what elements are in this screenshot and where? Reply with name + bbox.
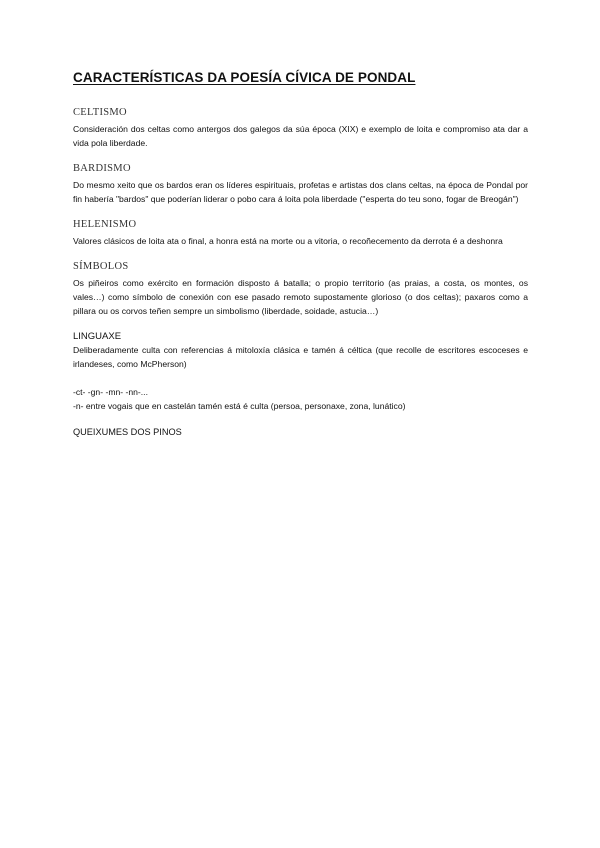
spacer (73, 371, 528, 385)
section-celtismo (73, 107, 528, 150)
section-heading: SÍMBOLOS (73, 261, 129, 272)
section-text: Do mesmo xeito que os bardos eran os líderes espirituais, profetas e artistas dos clans celtas, na época de Pondal por fin habería "bardos" que poderían liderar o pobo cara á loita pola liberdade ("esperta do teu sono, fogar de Breogán") (73, 180, 528, 204)
section-helenismo (73, 219, 528, 248)
section-heading: HELENISMO (73, 219, 137, 230)
linguaxe-line-1: -ct- -gn- -mn- -nn-... (73, 387, 148, 397)
section-heading: BARDISMO (73, 163, 131, 174)
section-text: Deliberadamente culta con referencias á mitoloxía clásica e tamén á céltica (que recolle de escritores escoceses e irlandeses, como McPherson) (73, 345, 528, 369)
section-text: Consideración dos celtas como antergos dos galegos da súa época (XIX) e exemplo de loita e compromiso ata dar a vida pola liberdade. (73, 124, 528, 148)
linguaxe-line-2: -n- entre vogais que en castelán tamén está é culta (persoa, personaxe, zona, lunático) (73, 401, 406, 411)
section-text: Valores clásicos de loita ata o final, a honra está na morte ou a vitoria, o recoñecemento da derrota é a deshonra (73, 236, 503, 246)
section-simbolos (73, 261, 528, 318)
section-heading: LINGUAXE (73, 331, 122, 342)
document-page (73, 70, 528, 437)
section-text: Os piñeiros como exército en formación disposto á batalla; o propio territorio (as praias, a costa, os montes, os vales…) como símbolo de conexión con ese pasado remoto supostamente glorioso (o dos celtas); paxaros como a pillara ou os corvos teñen sempre un simbolismo (liberdade, soidade, astucia…) (73, 278, 528, 316)
section-bardismo (73, 163, 528, 206)
document-title: CARACTERÍSTICAS DA POESÍA CÍVICA DE PONDAL (73, 70, 416, 85)
section-heading: CELTISMO (73, 107, 127, 118)
section-linguaxe (73, 331, 528, 413)
final-heading: QUEIXUMES DOS PINOS (73, 427, 182, 437)
